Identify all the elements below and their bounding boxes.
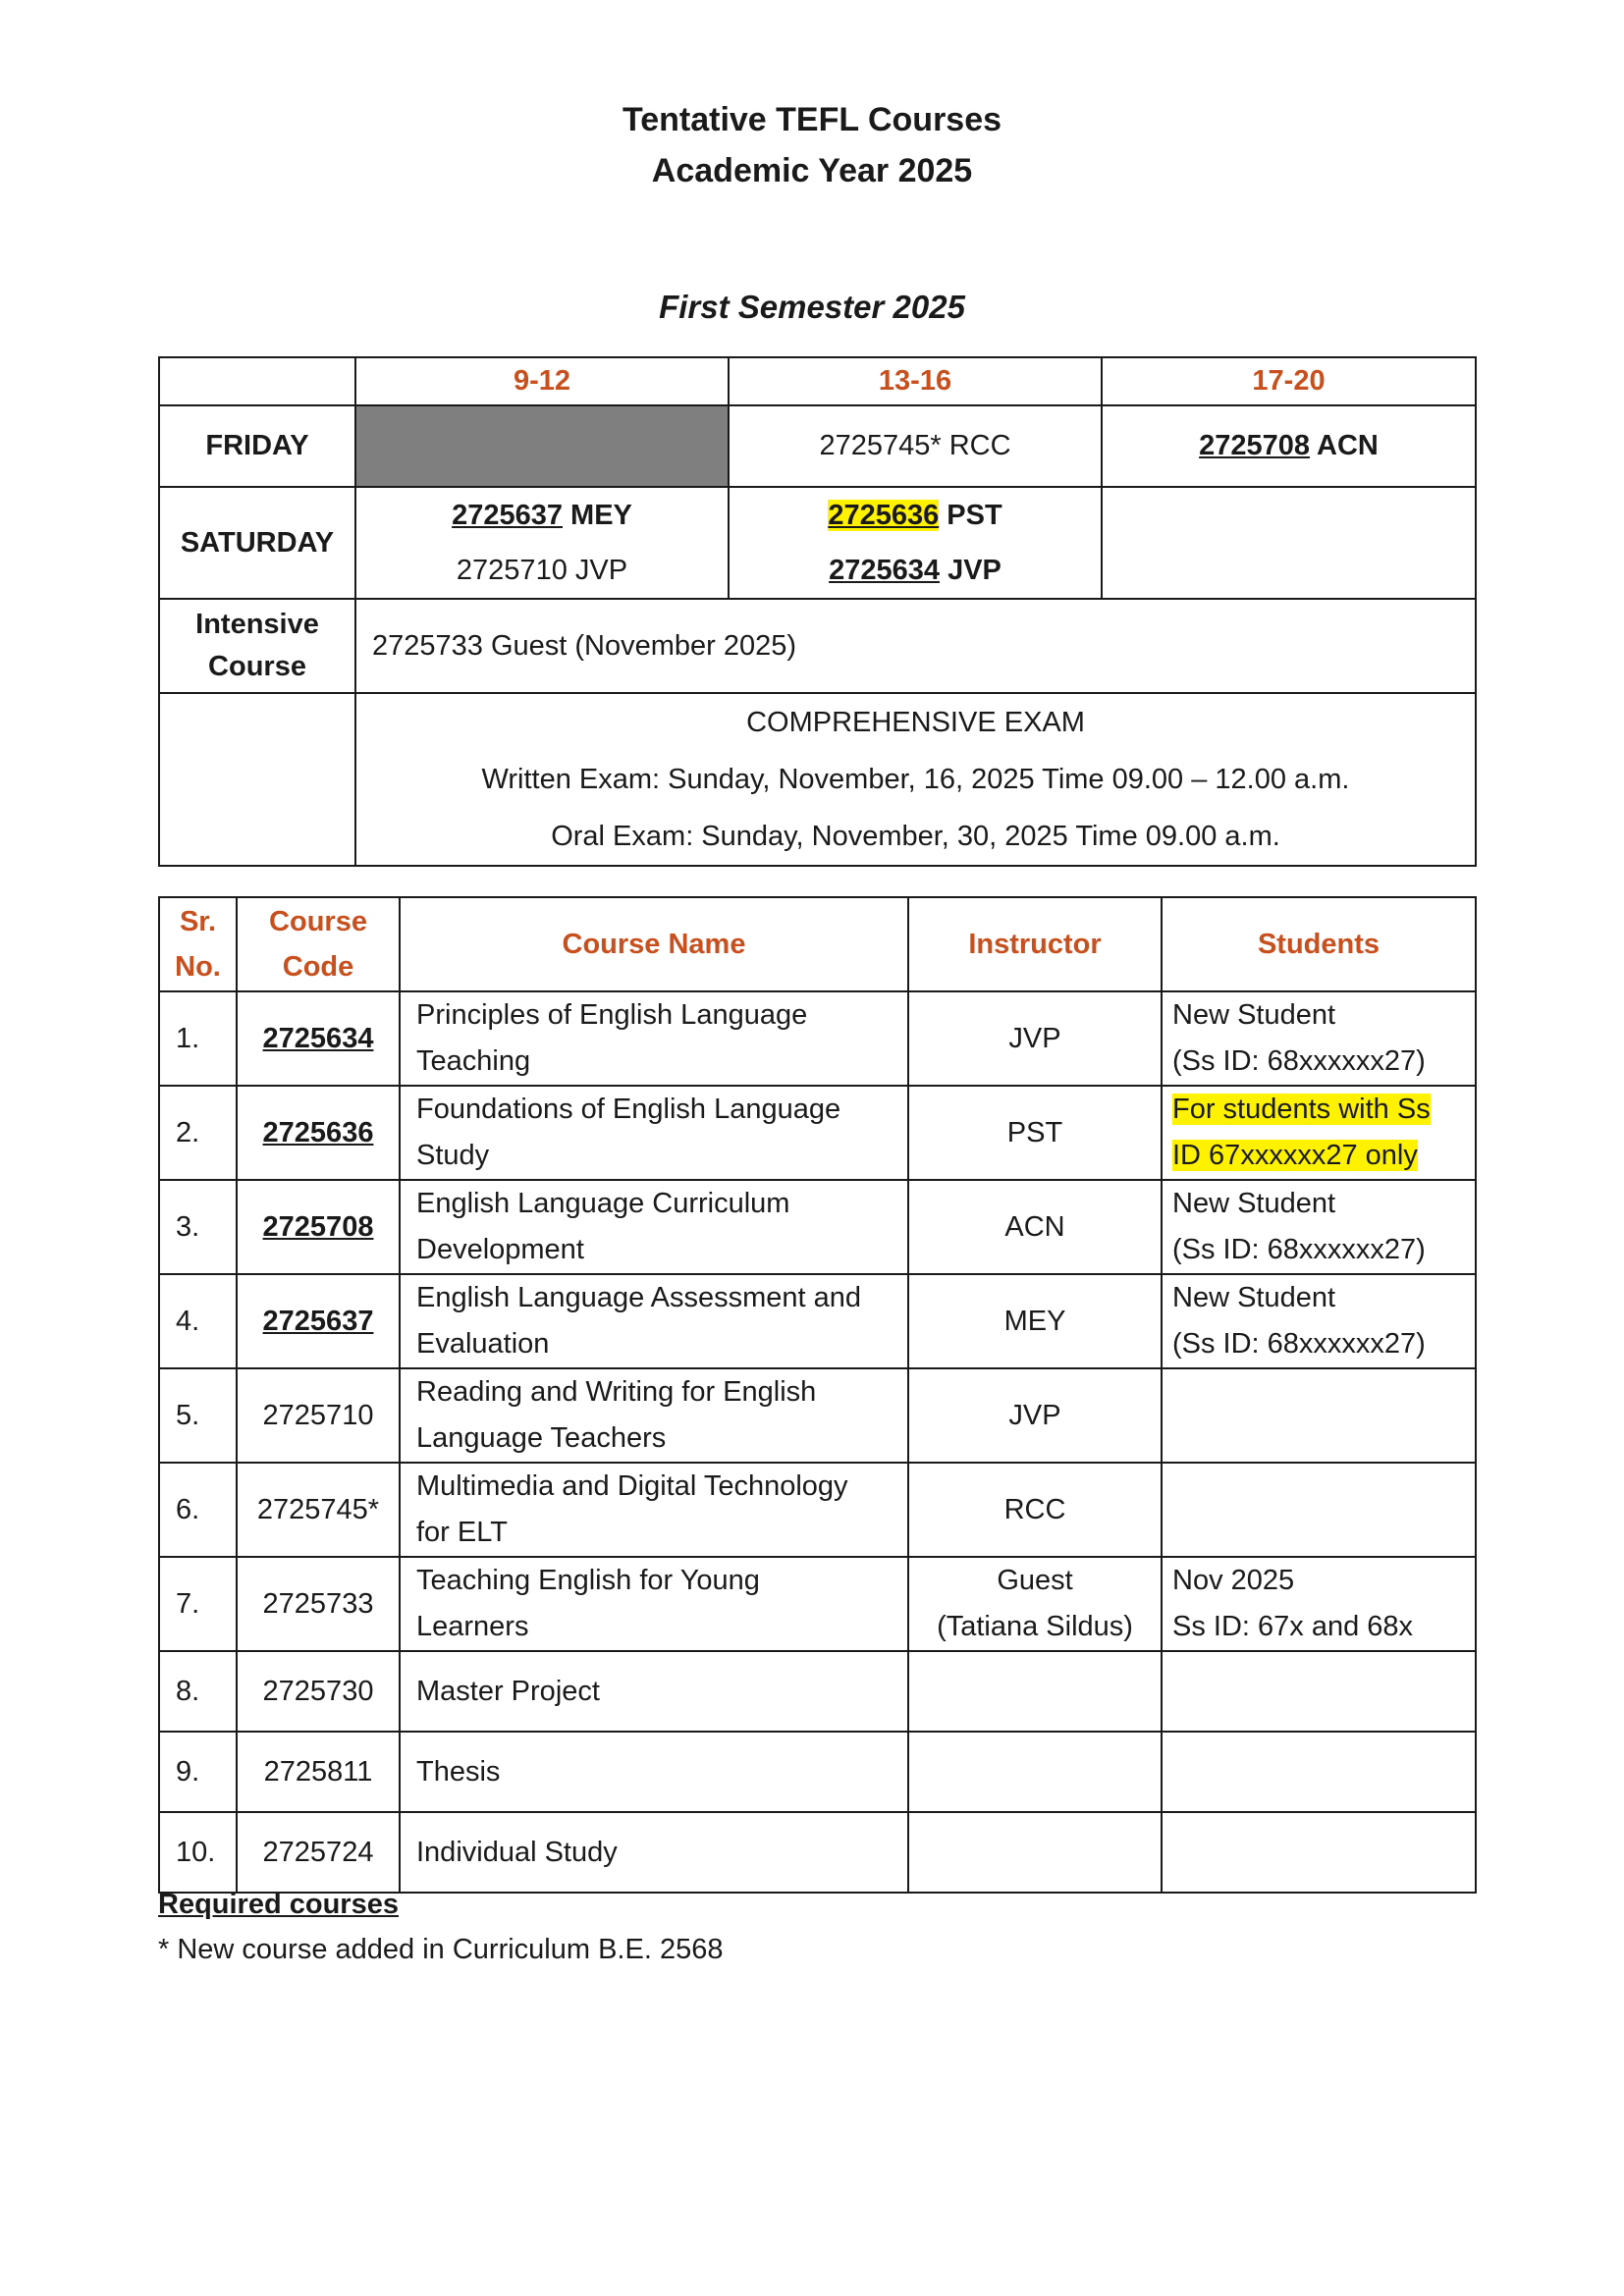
instructor [908, 1086, 1162, 1180]
header-students: Students [1162, 897, 1476, 991]
exam-row [159, 693, 1476, 866]
written-exam-text: Written Exam: Sunday, November, 16, 2025 Time 09.00 – 12.00 a.m. [481, 764, 1350, 795]
header-line: Course [269, 906, 367, 937]
instructor [908, 1180, 1162, 1274]
instructor-code: MEY [563, 500, 632, 531]
friday-row [159, 405, 1476, 487]
time-slot-header: 17-20 [1102, 357, 1476, 405]
instructor [908, 1274, 1162, 1368]
courses-table [158, 896, 1477, 1894]
instructor-line: (Tatiana Sildus) [937, 1611, 1133, 1642]
serial-number: 3. [159, 1180, 237, 1274]
students [1162, 991, 1476, 1086]
course-code: 2725724 [237, 1812, 400, 1893]
course-row [159, 1368, 1476, 1463]
course-name-line: Learners [416, 1611, 529, 1642]
course-name-line: Master Project [416, 1675, 600, 1707]
instructor [908, 1368, 1162, 1463]
day-label: FRIDAY [159, 405, 355, 487]
course-code: 2725730 [237, 1651, 400, 1732]
header-instructor: Instructor [908, 897, 1162, 991]
blocked-slot [355, 405, 729, 487]
serial-number: 1. [159, 991, 237, 1086]
course-name-line: Thesis [416, 1755, 501, 1788]
course-row [159, 1463, 1476, 1557]
course-code: 2725710 [237, 1368, 400, 1463]
serial-number: 4. [159, 1274, 237, 1368]
schedule-slot [355, 487, 729, 599]
instructor-line: Guest [997, 1565, 1073, 1596]
instructor [908, 1463, 1162, 1557]
header-line: No. [175, 951, 221, 983]
course-code: 2725745* [237, 1463, 400, 1557]
course-name-line: Principles of English Language [416, 999, 808, 1031]
required-courses-note: Required courses [158, 1889, 399, 1920]
instructor-line: MEY [1003, 1305, 1066, 1337]
instructor-code: PST [939, 500, 1002, 531]
empty-cell [159, 693, 355, 866]
instructor-line: JVP [1008, 1022, 1061, 1054]
students [1162, 1368, 1476, 1463]
intensive-label [159, 599, 355, 693]
course-name [400, 1274, 908, 1368]
new-course-note: * New course added in Curriculum B.E. 2568 [158, 1934, 724, 1965]
schedule-header-row [159, 357, 1476, 405]
course-row [159, 1812, 1476, 1893]
course-name [400, 1557, 908, 1651]
instructor [908, 1557, 1162, 1651]
course-name-line: Teaching [416, 1045, 531, 1077]
schedule-slot: 2725745* RCC [729, 405, 1102, 487]
instructor-line: JVP [1008, 1399, 1061, 1431]
serial-number: 7. [159, 1557, 237, 1651]
course-code: 2725733 [237, 1557, 400, 1651]
students-line: Ss ID: 67x and 68x [1172, 1611, 1414, 1642]
course-name [400, 1368, 908, 1463]
students [1162, 1463, 1476, 1557]
course-row [159, 1180, 1476, 1274]
students [1162, 1274, 1476, 1368]
instructor [908, 1651, 1162, 1732]
instructor [908, 991, 1162, 1086]
course-code: 2725636 [237, 1086, 400, 1180]
serial-number: 6. [159, 1463, 237, 1557]
intensive-course-text: 2725733 Guest (November 2025) [355, 599, 1476, 693]
course-name-line: Individual Study [416, 1836, 618, 1868]
students [1162, 1086, 1476, 1180]
slot-entry [730, 543, 1101, 598]
course-name-line: English Language Assessment and [416, 1282, 862, 1313]
exam-heading: COMPREHENSIVE EXAM [746, 707, 1085, 738]
schedule-slot [1102, 405, 1476, 487]
semester-heading: First Semester 2025 [659, 289, 965, 325]
course-code: 2725634 [237, 991, 400, 1086]
course-code: 2725636 [828, 500, 940, 531]
instructor-line: PST [1006, 1116, 1063, 1148]
course-row [159, 1732, 1476, 1812]
course-row [159, 1086, 1476, 1180]
course-name-line: for ELT [416, 1517, 508, 1548]
course-name-line: Multimedia and Digital Technology [416, 1470, 848, 1502]
course-name [400, 1812, 908, 1893]
oral-exam-text: Oral Exam: Sunday, November, 30, 2025 Time 09.00 a.m. [551, 821, 1280, 852]
course-name [400, 1086, 908, 1180]
students [1162, 1651, 1476, 1732]
course-row [159, 1651, 1476, 1732]
instructor [908, 1732, 1162, 1812]
course-name-line: Development [416, 1234, 584, 1265]
time-slot-header: 9-12 [355, 357, 729, 405]
course-name-line: Study [416, 1140, 490, 1171]
course-code: 2725634 [829, 555, 941, 586]
course-row [159, 1557, 1476, 1651]
time-slot-header: 13-16 [729, 357, 1102, 405]
serial-number: 8. [159, 1651, 237, 1732]
slot-entry: 2725710 JVP [456, 555, 628, 586]
students-line: (Ss ID: 68xxxxxx27) [1172, 1328, 1426, 1360]
header-course-code [237, 897, 400, 991]
course-name-line: Evaluation [416, 1328, 550, 1360]
serial-number: 2. [159, 1086, 237, 1180]
course-code: 2725637 [452, 500, 563, 531]
course-row [159, 1274, 1476, 1368]
instructor-code: ACN [1310, 430, 1379, 461]
course-name [400, 1732, 908, 1812]
instructor-line: ACN [1004, 1210, 1065, 1243]
course-name-line: English Language Curriculum [416, 1188, 790, 1219]
students-line: Nov 2025 [1172, 1565, 1295, 1596]
title-line-2: Academic Year 2025 [651, 152, 973, 189]
serial-number: 5. [159, 1368, 237, 1463]
students [1162, 1557, 1476, 1651]
slot-entry [730, 488, 1101, 543]
instructor-code: JVP [940, 555, 1001, 586]
course-name [400, 1180, 908, 1274]
header-serial-no [159, 897, 237, 991]
students-line: For students with Ss [1172, 1094, 1431, 1125]
course-row [159, 991, 1476, 1086]
course-name-line: Reading and Writing for English [416, 1376, 817, 1408]
label-line: Intensive [195, 609, 319, 640]
saturday-row [159, 487, 1476, 599]
title-line-1: Tentative TEFL Courses [622, 101, 1002, 138]
instructor-line: RCC [1003, 1493, 1066, 1525]
students-line: New Student [1172, 999, 1336, 1031]
course-name [400, 1651, 908, 1732]
intensive-row [159, 599, 1476, 693]
header-line: Sr. [179, 906, 217, 937]
students [1162, 1812, 1476, 1893]
course-code: 2725811 [237, 1732, 400, 1812]
header-line: Code [282, 951, 354, 983]
course-name [400, 991, 908, 1086]
students-line: ID 67xxxxxx27 only [1172, 1140, 1418, 1171]
serial-number: 9. [159, 1732, 237, 1812]
header-course-name: Course Name [400, 897, 908, 991]
students-line: (Ss ID: 68xxxxxx27) [1172, 1045, 1426, 1077]
course-name [400, 1463, 908, 1557]
course-code: 2725708 [1199, 430, 1311, 461]
serial-number: 10. [159, 1812, 237, 1893]
course-name-line: Foundations of English Language [416, 1094, 841, 1125]
students-line: New Student [1172, 1282, 1336, 1313]
students [1162, 1180, 1476, 1274]
schedule-table [158, 356, 1477, 867]
schedule-slot [729, 487, 1102, 599]
empty-corner-cell [159, 357, 355, 405]
course-name-line: Language Teachers [416, 1422, 667, 1454]
course-name-line: Teaching English for Young [416, 1565, 760, 1596]
courses-header-row [159, 897, 1476, 991]
instructor [908, 1812, 1162, 1893]
course-code: 2725708 [237, 1180, 400, 1274]
students-line: New Student [1172, 1188, 1336, 1219]
course-code: 2725637 [237, 1274, 400, 1368]
document-title [0, 94, 1624, 196]
students [1162, 1732, 1476, 1812]
label-line: Course [208, 651, 306, 682]
slot-entry [356, 488, 728, 543]
exam-cell [355, 693, 1476, 866]
day-label: SATURDAY [159, 487, 355, 599]
empty-slot [1102, 487, 1476, 599]
students-line: (Ss ID: 68xxxxxx27) [1172, 1234, 1426, 1265]
